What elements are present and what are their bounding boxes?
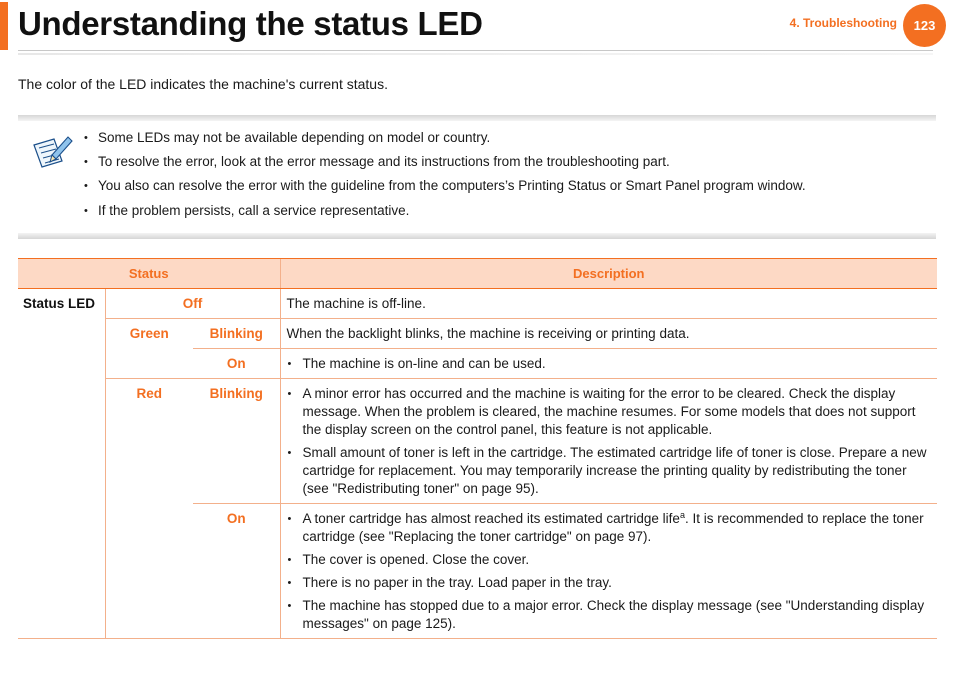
- page-title: Understanding the status LED: [18, 5, 483, 42]
- led-state-off: Off: [105, 289, 280, 319]
- table-row: [18, 289, 937, 319]
- note-item: • If the problem persists, call a service representative.: [84, 202, 806, 220]
- table-row: [18, 379, 937, 504]
- status-led-label: Status LED: [18, 289, 105, 639]
- description-cell: [280, 379, 937, 504]
- note-item: • You also can resolve the error with the guideline from the computers’s Printing Status or Smart Panel program window.: [84, 177, 806, 195]
- led-state-red-on: On: [193, 504, 280, 639]
- table-row: [18, 319, 937, 349]
- table-header-row: [18, 259, 937, 289]
- page-number-badge: 123: [903, 4, 946, 47]
- description-item: • The machine is on-line and can be used.: [287, 355, 932, 373]
- note-box: [18, 115, 936, 239]
- led-state-green-on: On: [193, 349, 280, 379]
- led-state-green-blinking: Blinking: [193, 319, 280, 349]
- description-list: [287, 355, 932, 373]
- description-item: • The machine has stopped due to a major error. Check the display message (see "Understanding display messages" on page 125).: [287, 597, 932, 633]
- description-item: • Small amount of toner is left in the cartridge. The estimated cartridge life of toner is close. Prepare a new cartridge for replacement. You may temporarily increase the printing quality by redistributing the toner (see "Redistributing toner" on page 95).: [287, 444, 932, 498]
- intro-text: The color of the LED indicates the machine's current status.: [18, 76, 388, 92]
- status-header: Status: [18, 259, 280, 289]
- description-item: • The cover is opened. Close the cover.: [287, 551, 932, 569]
- description-item: • A minor error has occurred and the machine is waiting for the error to be cleared. Check the display message. When the problem is cleared, the machine resumes. For some models that does not support the display screen on the control panel, this feature is not applicable.: [287, 385, 932, 439]
- header-divider: [18, 50, 933, 51]
- description-item: [287, 510, 932, 546]
- footnote-marker[interactable]: a: [679, 510, 685, 520]
- description-list: [287, 385, 932, 498]
- led-color-red: Red: [105, 379, 193, 639]
- header-shadow: [18, 53, 933, 55]
- description-list: [287, 510, 932, 633]
- header-accent-bar: [0, 2, 8, 50]
- note-top-border: [18, 115, 936, 121]
- led-state-red-blinking: Blinking: [193, 379, 280, 504]
- description-text: . It is recommended to replace the toner cartridge (see "Replacing the toner cartridge" on page 97).: [302, 511, 924, 544]
- note-list: [84, 129, 806, 226]
- description-cell: When the backlight blinks, the machine is receiving or printing data.: [280, 319, 937, 349]
- section-link[interactable]: 4. Troubleshooting: [789, 16, 897, 30]
- description-text: A toner cartridge has almost reached its estimated cartridge life: [302, 511, 680, 526]
- description-cell: The machine is off-line.: [280, 289, 937, 319]
- description-cell: [280, 504, 937, 639]
- led-color-green: Green: [105, 319, 193, 379]
- note-bottom-border: [18, 233, 936, 239]
- note-item: • Some LEDs may not be available depending on model or country.: [84, 129, 806, 147]
- description-header: Description: [280, 259, 937, 289]
- description-item: • There is no paper in the tray. Load paper in the tray.: [287, 574, 932, 592]
- status-led-table: [18, 258, 937, 639]
- note-item: • To resolve the error, look at the error message and its instructions from the troubleshooting part.: [84, 153, 806, 171]
- note-pencil-icon: [28, 131, 74, 171]
- description-cell: [280, 349, 937, 379]
